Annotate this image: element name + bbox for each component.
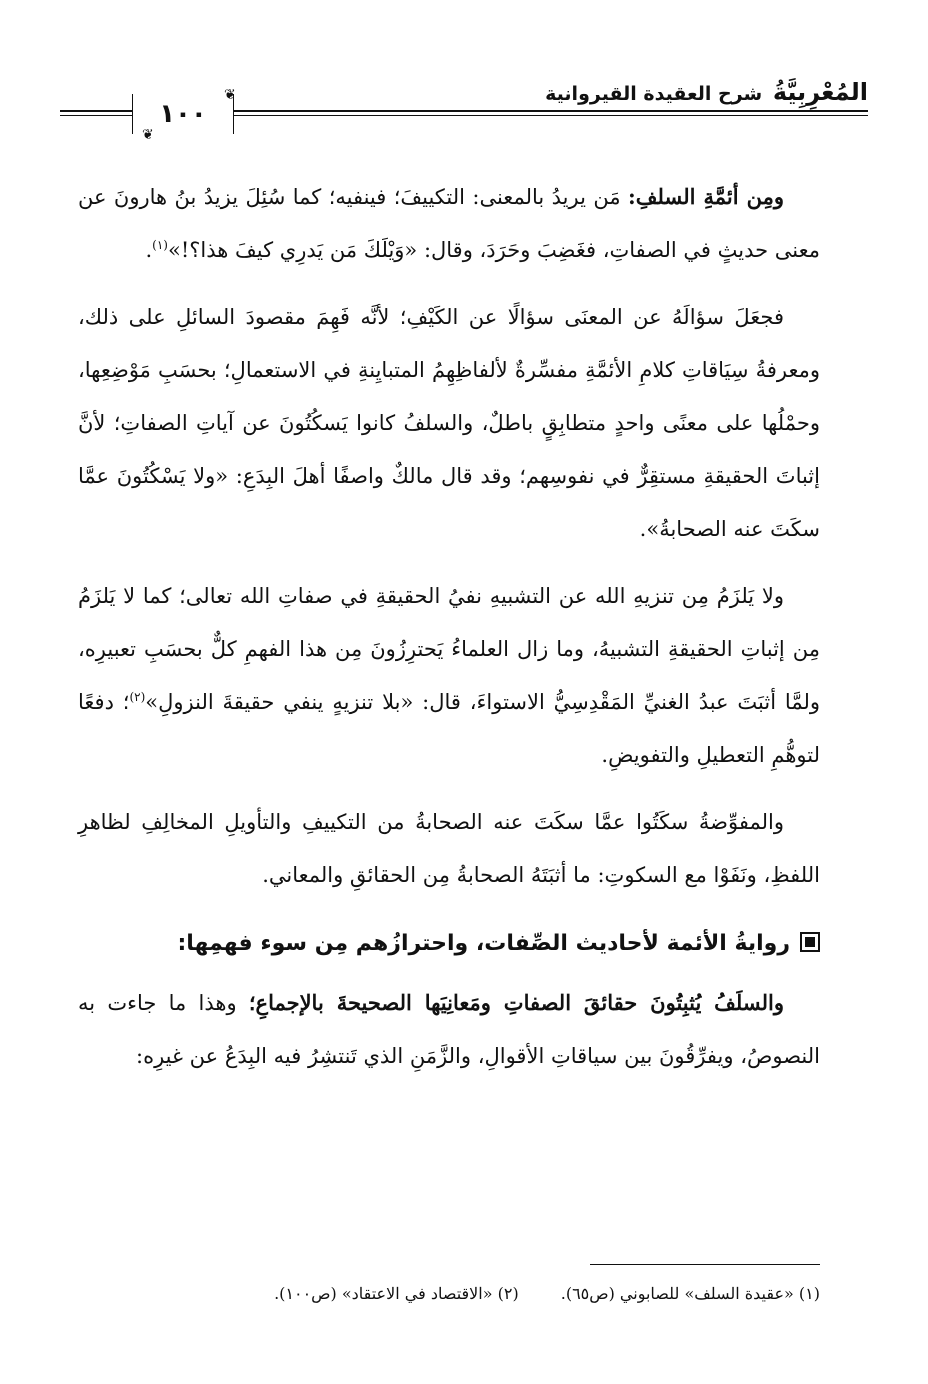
paragraph-text-end: ؛ دفعًا لتوهُّمِ التعطيلِ والتفويضِ.	[78, 690, 820, 767]
footnote-text: «عقيدة السلف» للصابوني (ص٦٥).	[560, 1284, 794, 1303]
paragraph-lead: ومِن أئمَّةِ السلفِ:	[628, 184, 784, 209]
footnote-1	[561, 1274, 820, 1314]
footnote-number: (١)	[798, 1284, 820, 1303]
paragraph-2	[78, 291, 820, 556]
footnotes	[78, 1274, 820, 1314]
footnote-ref: (١)	[152, 238, 168, 252]
paragraph-text: ولا يَلزَمُ مِن تنزيهِ الله عن التشبيهِ نفيُ الحقيقةِ في صفاتِ الله تعالى؛ كما لا يَلزَمُ مِن إثباتِ الحقيقةِ التشبيهُ، وما زال العلماءُ يَحترِزُونَ مِن هذا الفهمِ كلٌّ بحسَبِ تعبيرِه، ولمَّا أثبَتَ عبدُ الغنيِّ المَقْدِسِيُّ الاستواءَ، قال: «بلا تنزيهٍ ينفي حقيقةَ النزولِ»	[78, 584, 820, 714]
main-text	[78, 170, 820, 1097]
footnote-2	[274, 1274, 519, 1314]
paragraph-4	[78, 796, 820, 902]
heading-ornament-icon	[800, 932, 820, 952]
paragraph-text: مَن يريدُ بالمعنى: التكييفَ؛ فينفيه؛ كما سُئِلَ يزيدُ بنُ هارونَ عن معنى حديثٍ في الصفاتِ، فغَضِبَ وحَرَدَ، وقال: «وَيْلَكَ مَن يَدرِي كيفَ هذا؟!»	[78, 185, 820, 262]
book-title	[535, 78, 868, 106]
floral-ornament-icon: ❦	[224, 87, 236, 103]
section-heading-text: روايةُ الأئمة لأحاديث الصِّفات، واحترازُهم مِن سوء فهمِها:	[177, 931, 790, 956]
section-heading	[78, 916, 820, 972]
book-title-main: المُعْرِبِيَّةُ	[772, 78, 868, 106]
paragraph-1	[78, 170, 820, 277]
paragraph-lead: والسلَفُ يُثبِتُونَ حقائقَ الصفاتِ ومَعانِيَها الصحيحةَ بالإجماعِ؛	[248, 990, 784, 1015]
paragraph-text-end: .	[145, 238, 153, 262]
paragraph-text: وهذا ما جاءت به النصوصُ، ويفرِّقُونَ بين سياقاتِ الأقوالِ، والزَّمَنِ الذي تَنتشِرُ فيه البِدَعُ عن غيرِه:	[78, 991, 820, 1068]
page-number: ١٠٠	[132, 94, 234, 134]
section-paragraph	[78, 976, 820, 1083]
running-header	[60, 70, 868, 143]
paragraph-text: والمفوِّضةُ سكَتُوا عمَّا سكَتَ عنه الصحابةُ من التكييفِ والتأويلِ المخالِفِ لظاهرِ اللفظِ، ونَفَوْا مع السكوتِ: ما أثبَتَهُ الصحابةُ مِن الحقائقِ والمعاني.	[78, 810, 820, 887]
footnote-separator	[590, 1264, 820, 1265]
book-title-rest: شرح العقيدة القيروانية	[545, 83, 763, 105]
paragraph-text: فجعَلَ سؤالَهُ عن المعنَى سؤالًا عن الكَيْفِ؛ لأنَّه فَهِمَ مقصودَ السائلِ على ذلك، ومعرفةُ سِيَاقاتِ كلامِ الأئمَّةِ مفسِّرةٌ لألفاظِهِمُ المتبايِنةِ في الاستعمالِ؛ بحسَبِ مَوْضِعِها، وحمْلُها على معنًى واحدٍ متطابِقٍ باطلٌ، والسلفُ كانوا يَسكُتُونَ عن آياتِ الصفاتِ؛ لأنَّ إثباتَ الحقيقةِ مستقِرٌّ في نفوسِهم؛ وقد قال مالكٌ واصفًا أهلَ البِدَعِ: «ولا يَسْكُتُونَ عمَّا سكَتَ عنه الصحابةُ».	[78, 305, 820, 541]
footnote-text: «الاقتصاد في الاعتقاد» (ص١٠٠).	[274, 1284, 493, 1303]
paragraph-3	[78, 570, 820, 782]
footnote-number: (٢)	[497, 1284, 519, 1303]
floral-ornament-icon: ❦	[142, 127, 154, 143]
footnote-ref: (٢)	[129, 690, 146, 704]
